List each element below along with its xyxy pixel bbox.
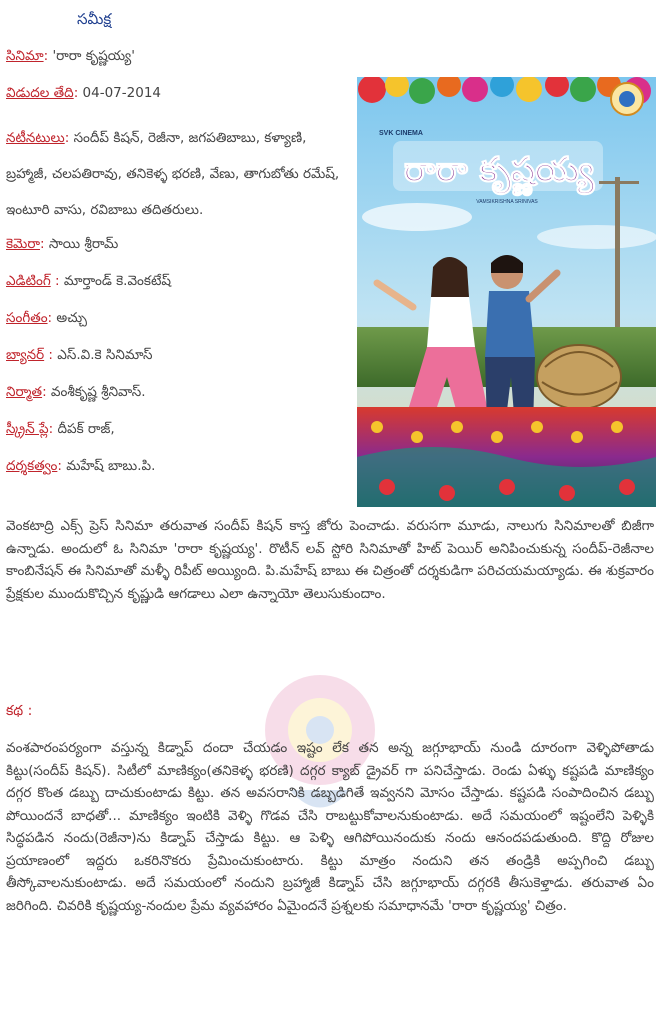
info-value: మహేష్ బాబు.పి. [66, 458, 156, 474]
info-label: బ్యానర్ [6, 347, 45, 363]
info-value: దీపక్ రాజ్, [57, 421, 115, 437]
poster-credits: VAMSIKRISHNA SRINIVAS [476, 199, 538, 205]
info-value: మార్తాండ్ కె.వెంకటేష్ [63, 273, 171, 289]
info-label: నిర్మాత [6, 384, 43, 400]
movie-poster [357, 77, 656, 507]
info-label: విడుదల తేది [6, 85, 74, 101]
info-value: 'రారా కృష్ణయ్య' [52, 48, 135, 64]
info-movie: సినిమా: 'రారా కృష్ణయ్య' [6, 48, 135, 64]
info-label: నటీనటులు [6, 130, 65, 146]
info-screenplay: స్క్రీన్ ప్లే: దీపక్ రాజ్, [6, 421, 115, 437]
info-value: సందీప్ కిషన్, రెజీనా, జగపతిబాబు, కళ్యాణి, బ్రహ్మాజీ, చలపతిరావు, తనికెళ్ళ భరణి, వేణు, తాగుబోతు రమేష్, ఇంటూరి వాసు, రవిబాబు తదితరులు. [6, 130, 340, 218]
story-heading: కథ : [6, 703, 33, 719]
info-banner: బ్యానర్ : ఎస్.వి.కె సినిమాస్ [6, 347, 153, 363]
info-value: ఎస్.వి.కె సినిమాస్ [57, 347, 153, 363]
info-value: వంశీకృష్ణ శ్రీనివాస్. [50, 384, 146, 400]
info-label: సంగీతం [6, 310, 48, 326]
info-editing: ఎడిటింగ్ : మార్తాండ్ కె.వెంకటేష్ [6, 273, 171, 289]
info-music: సంగీతం: అచ్చు [6, 310, 88, 326]
info-producer: నిర్మాత: వంశీకృష్ణ శ్రీనివాస్. [6, 384, 146, 400]
story-paragraph: వంశపారంపర్యంగా వస్తున్న కిడ్నాప్ దందా చేయడం ఇష్టం లేక తన అన్న జగ్గూభాయ్ నుండి దూరంగా వెళ్ళిపోతాడు కిట్టు(సందీప్ కిషన్). సిటీలో మాణిక్యం(తనికెళ్ళ భరణి) దగ్గర క్యాబ్ డ్రైవర్ గా పనిచేస్తాడు. రెండు ఏళ్ళు కష్టపడి మాణిక్యం దగ్గర కొంత డబ్బు దాచుకుంటాడు కిట్టు. తన అవసరానికి డబ్బడిగితే ఇవ్వనని మోసం చేస్తాడు. కష్టపడి సంపాదించిన డబ్బు పోయిందనే బాధతో... మాణిక్యం ఇంటికి వెళ్ళి గొడవ చేసి రాబట్టుకోవాలనుకుంటాడు. అదే సమయంలో ఇష్టంలేని పెళ్ళికి సిద్ధపడిన నందు(రెజీనా)ను కిడ్నాప్ చేస్తాడు కిట్టు. ఆ పెళ్ళి ఆగిపోయినందుకు నందు ఆనందపడుతుంది. కొద్ది రోజుల ప్రయాణంలో ఇద్దరు ఒకరినొకరు ప్రేమించుకుంటారు. కిట్టు మాత్రం నందుని తన తండ్రికి అప్పగించి డబ్బు తీస్కోవాలనుకుంటాడు. అదే సమయంలో నందుని బ్రహ్మాజీ కిడ్నాప్ చేసి జగ్గూభాయ్ దగ్గరకి తీసుకెళ్తాడు. తరువాత ఏం జరిగింది. చివరికి కృష్ణయ్య-నందుల ప్రేమ వ్యవహారం ఏమైందనే ప్రశ్నలకు సమాధానమే 'రారా కృష్ణయ్య' చిత్రం. [6, 740, 654, 914]
info-camera: కెమెరా: సాయి శ్రీరామ్ [6, 236, 119, 252]
poster-title: రారా కృష్ణయ్య [403, 150, 595, 190]
page-title: సమీక్ష [77, 10, 112, 28]
info-label: ఎడిటింగ్ [6, 273, 51, 289]
movie-info [6, 46, 351, 493]
info-direction: దర్శకత్వం: మహేష్ బాబు.పి. [6, 458, 156, 474]
info-label: కెమెరా [6, 236, 40, 252]
info-label: స్క్రీన్ ప్లే [6, 421, 49, 437]
info-value: 04-07-2014 [82, 85, 162, 101]
info-cast: నటీనటులు: సందీప్ కిషన్, రెజీనా, జగపతిబాబు, కళ్యాణి, బ్రహ్మాజీ, చలపతిరావు, తనికెళ్ళ భరణి, వేణు, తాగుబోతు రమేష్, ఇంటూరి వాసు, రవిబాబు తదితరులు. [6, 130, 340, 218]
info-release: విడుదల తేది: 04-07-2014 [6, 85, 162, 101]
poster-studio: SVK CINEMA [379, 130, 423, 137]
info-value: సాయి శ్రీరామ్ [48, 236, 119, 252]
intro-paragraph: వెంకటాద్రి ఎక్స్ ప్రెస్ సినిమా తరువాత సందీప్ కిషన్ కాస్త జోరు పెంచాడు. వరుసగా మూడు, నాలుగు సినిమాలతో బిజీగా ఉన్నాడు. అందులో ఓ సినిమా 'రారా కృష్ణయ్య'. రొటీన్ లవ్ స్టోరి సినిమాతో హిట్ పెయిర్ అనిపించుకున్న సందీప్-రెజీనాల కాంబినేషన్ ఈ సినిమాతో మళ్ళీ రిపీట్ అయ్యింది. పి.మహేష్ బాబు ఈ చిత్రంతో దర్శకుడిగా పరిచయమయ్యాడు. ఈ శుక్రవారం ప్రేక్షకుల ముందుకొచ్చిన కృష్ణుడి ఆగడాలు ఎలా ఉన్నాయో తెలుసుకుందాం. [6, 518, 654, 602]
info-label: సినిమా [6, 48, 44, 64]
info-label: దర్శకత్వం [6, 458, 58, 474]
info-value: అచ్చు [56, 310, 88, 326]
